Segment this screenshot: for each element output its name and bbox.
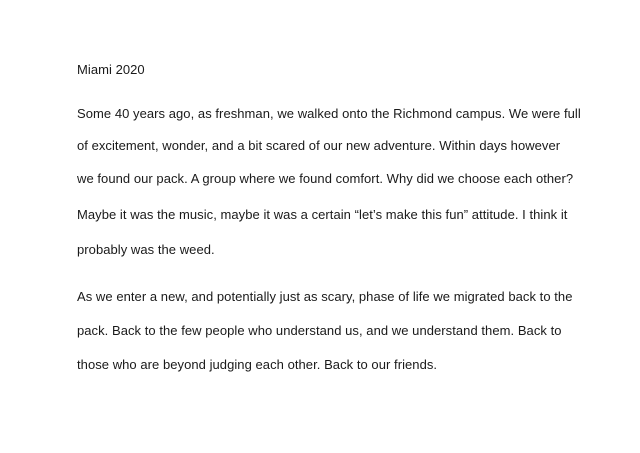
- paragraph-2-line-3: those who are beyond judging each other. Back to our friends.: [77, 357, 438, 372]
- paragraph-1-line-4: Maybe it was the music, maybe it was a certain “let’s make this fun” attitude. I think it: [77, 207, 568, 222]
- paragraph-1-line-3: we found our pack. A group where we found comfort. Why did we choose each other?: [77, 171, 574, 186]
- paragraph-2-line-2: pack. Back to the few people who understand us, and we understand them. Back to: [77, 323, 562, 338]
- paragraph-2-line-1: As we enter a new, and potentially just as scary, phase of life we migrated back to the: [77, 289, 573, 304]
- paragraph-1-line-1: Some 40 years ago, as freshman, we walked onto the Richmond campus. We were full: [77, 106, 581, 121]
- paragraph-1-line-2: of excitement, wonder, and a bit scared of our new adventure. Within days however: [77, 138, 561, 153]
- paragraph-1-line-5: probably was the weed.: [77, 242, 215, 257]
- document-title: Miami 2020: [77, 62, 145, 77]
